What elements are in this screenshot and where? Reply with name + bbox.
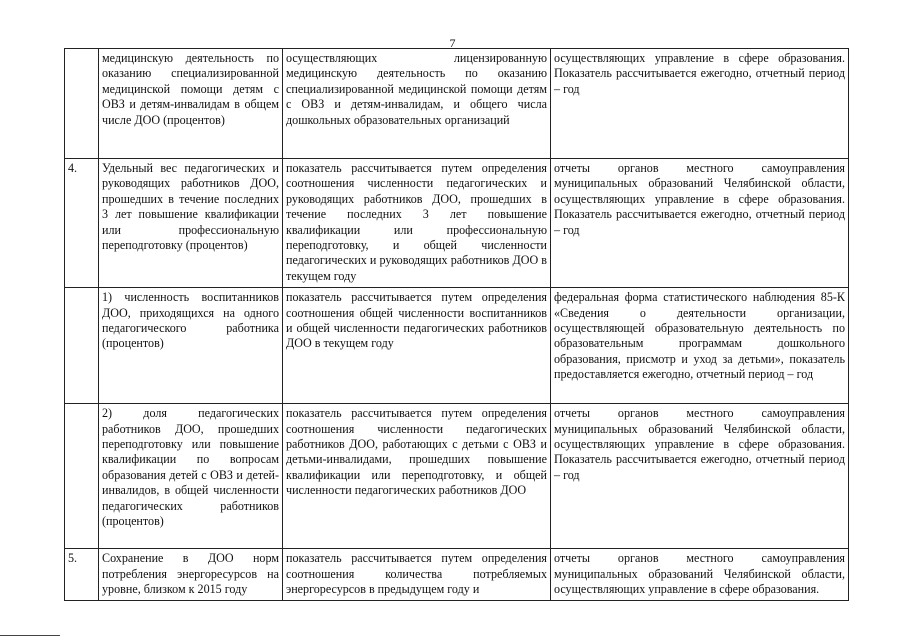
indicator-cell: Удельный вес педагогических и руководящих работников ДОО, прошедших в течение последних 3 лет повышение квалификации или профессиональную переподготовку (процентов) [99,159,283,288]
table-row [65,288,849,404]
indicator-cell: Сохранение в ДОО норм потребления энергоресурсов на уровне, близком к 2015 году [99,549,283,601]
data-source-cell: федеральная форма статистического наблюдения 85-К «Сведения о деятельности организации, осуществляющей образовательную деятельность по образовательным программам дошкольного образования, присмотр и уход за детьми», показатель предоставляется ежегодно, отчетный период – год [551,288,849,404]
row-number: 4. [65,159,99,288]
data-source-cell: отчеты органов местного самоуправления муниципальных образований Челябинской области, осуществляющих управление в сфере образования. Показатель рассчитывается ежегодно, отчетный период – год [551,159,849,288]
row-number [65,49,99,159]
table-row [65,49,849,159]
data-source-cell: отчеты органов местного самоуправления муниципальных образований Челябинской области, осуществляющих управление в сфере образования. [551,549,849,601]
calculation-method-cell: показатель рассчитывается путем определения соотношения количества потребляемых энергоресурсов в предыдущем году и [283,549,551,601]
indicator-cell: 2) доля педагогических работников ДОО, прошедших переподготовку или повышение квалификации по вопросам образования детей с ОВЗ и детей-инвалидов, в общей численности педагогических работников (процентов) [99,404,283,549]
data-source-cell: осуществляющих управление в сфере образования. Показатель рассчитывается ежегодно, отчетный период – год [551,49,849,159]
table-row [65,404,849,549]
table-row [65,159,849,288]
calculation-method-cell: показатель рассчитывается путем определения соотношения численности педагогических и руководящих работников ДОО, прошедших в течение последних 3 лет повышение квалификации или профессиональную переподготовку, и общей численности педагогических и руководящих работников ДОО в текущем году [283,159,551,288]
indicators-table [64,48,849,601]
row-number [65,288,99,404]
page-number: 7 [449,36,456,50]
row-number: 5. [65,549,99,601]
indicator-cell: медицинскую деятельность по оказанию специализированной медицинской помощи детям с ОВЗ и детям-инвалидам в общем числе ДОО (процентов) [99,49,283,159]
indicator-cell: 1) численность воспитанников ДОО, приходящихся на одного педагогического работника (процентов) [99,288,283,404]
calculation-method-cell: показатель рассчитывается путем определения соотношения общей численности воспитанников и общей численности педагогических работников ДОО в текущем году [283,288,551,404]
calculation-method-cell: показатель рассчитывается путем определения соотношения численности педагогических работников ДОО, работающих с детьми с ОВЗ и детьми-инвалидами, прошедших повышение квалификации или переподготовку, и общей численности педагогических работников ДОО [283,404,551,549]
data-source-cell: отчеты органов местного самоуправления муниципальных образований Челябинской области, осуществляющих управление в сфере образования. Показатель рассчитывается ежегодно, отчетный период – год [551,404,849,549]
calculation-method-cell: осуществляющих лицензированную медицинскую деятельность по оказанию специализированной медицинской помощи детям с ОВЗ и детям-инвалидам, и общего числа дошкольных образовательных организаций [283,49,551,159]
table-row [65,549,849,601]
row-number [65,404,99,549]
page-footer-rule [0,635,60,636]
